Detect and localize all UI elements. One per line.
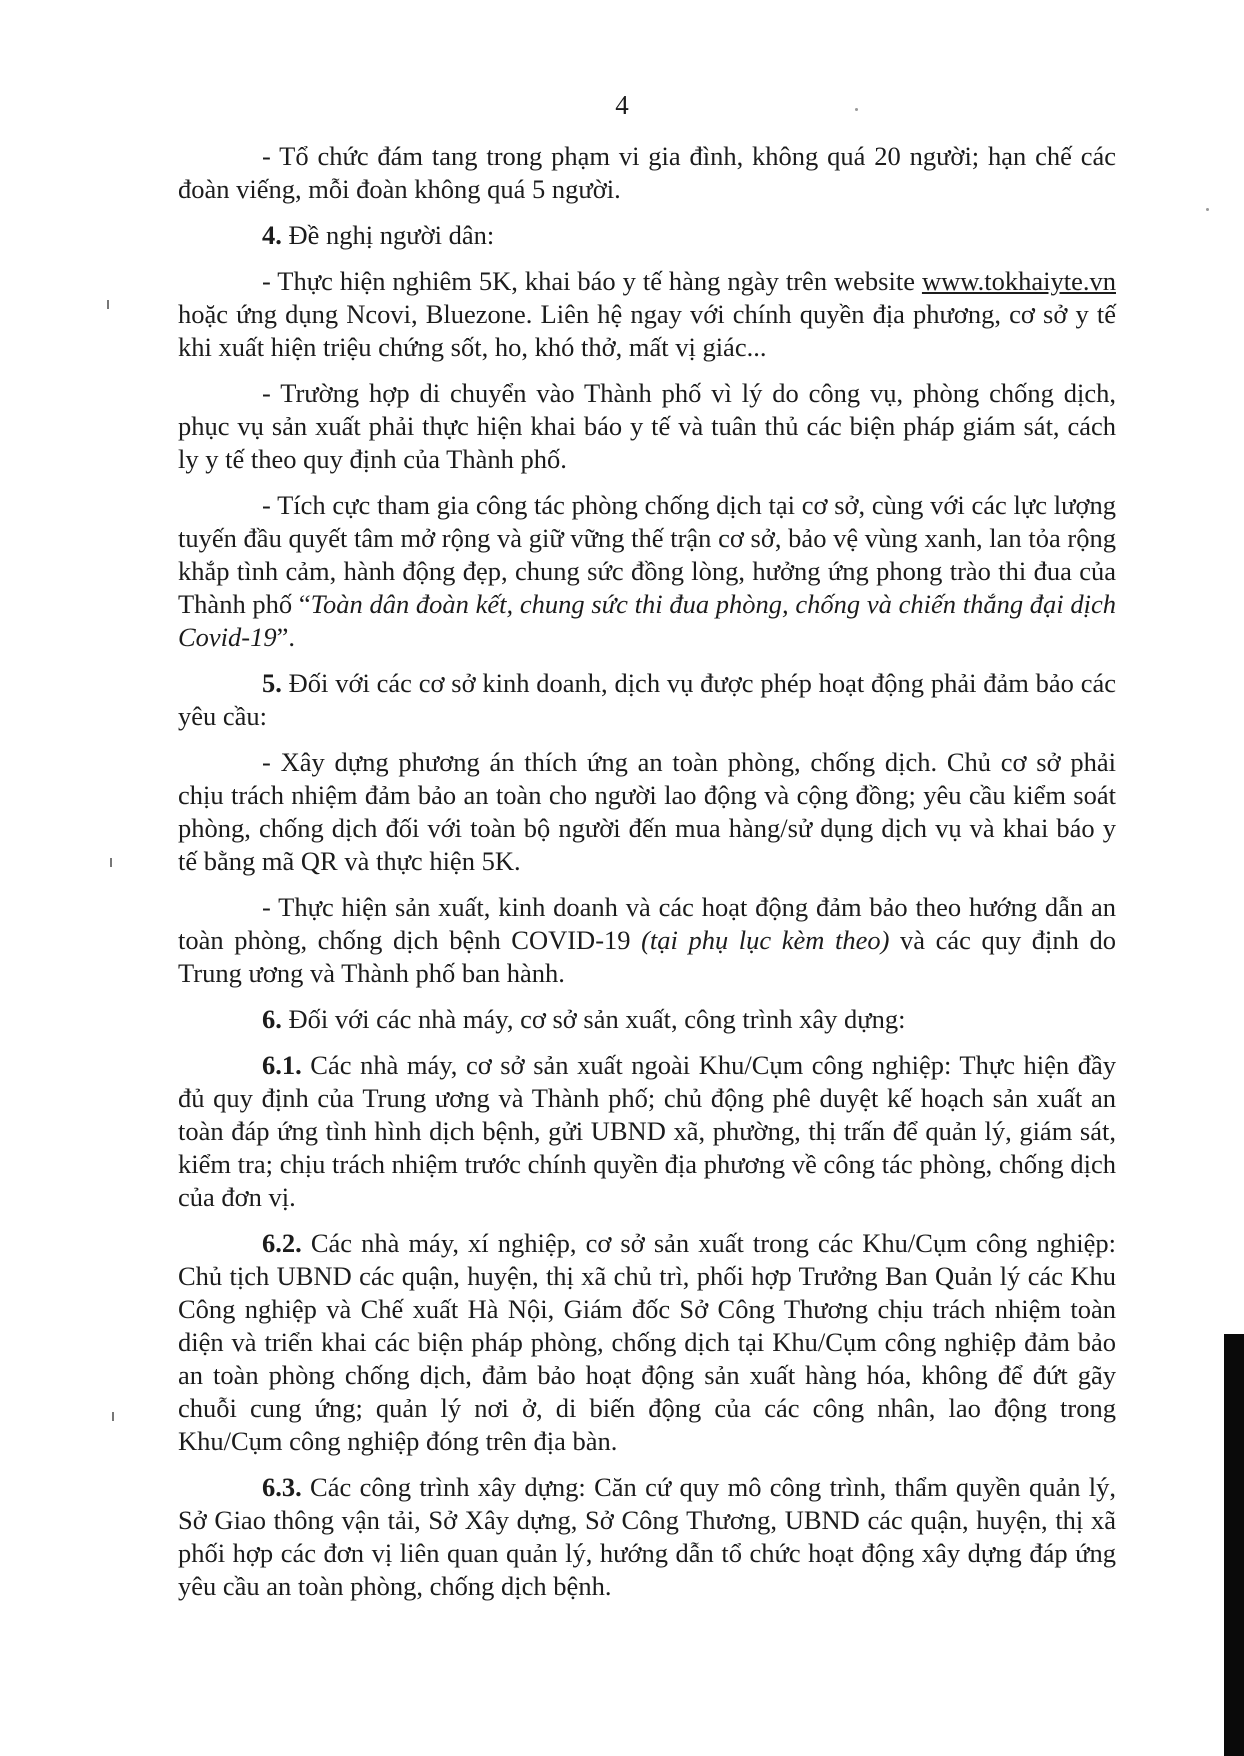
website-link[interactable]: www.tokhaiyte.vn [921,266,1116,296]
paragraph-text: - Thực hiện nghiêm 5K, khai báo y tế hàng ngày trên website [262,266,922,296]
paragraph-text: - Thực hiện sản xuất, kinh doanh và các hoạt động đảm bảo theo hướng dẫn an toàn phòng, chống dịch bệnh COVID-19 [178,892,1116,955]
paragraph-text: - Tổ chức đám tang trong phạm vi gia đình, không quá 20 người; hạn chế các đoàn viếng, mỗi đoàn không quá 5 người. [178,141,1116,204]
paragraph-health-declaration [178,265,1116,364]
section-6-heading [178,1003,1116,1036]
section-6-1 [178,1049,1116,1214]
paragraph-travel [178,377,1116,476]
paragraph-participation [178,489,1116,654]
paragraph-funeral [178,140,1116,206]
paragraph-text: - Trường hợp di chuyển vào Thành phố vì lý do công vụ, phòng chống dịch, phục vụ sản xuất phải thực hiện khai báo y tế và tuân thủ các biện pháp giám sát, cách ly y tế theo quy định của Thành phố. [178,378,1116,474]
scan-dot [1206,208,1209,211]
scan-mark [107,300,109,309]
section-number: 6.3. [262,1472,302,1502]
paragraph-text: Các công trình xây dựng: Căn cứ quy mô công trình, thẩm quyền quản lý, Sở Giao thông vận tải, Sở Xây dựng, Sở Công Thương, UBND các quận, huyện, thị xã phối hợp các đơn vị liên quan quản lý, hướng dẫn tổ chức hoạt động xây dựng đáp ứng yêu cầu an toàn phòng, chống dịch bệnh. [178,1472,1116,1601]
paragraph-text: Đối với các nhà máy, cơ sở sản xuất, công trình xây dựng: [281,1004,906,1034]
paragraph-text: Đề nghị người dân: [281,220,495,250]
section-number: 6. [262,1004,282,1034]
paragraph-text: Các nhà máy, xí nghiệp, cơ sở sản xuất trong các Khu/Cụm công nghiệp: Chủ tịch UBND các quận, huyện, thị xã chủ trì, phối hợp Trưởng Ban Quản lý các Khu Công nghiệp và Chế xuất Hà Nội, Giám đốc Sở Công Thương chịu trách nhiệm toàn diện và triển khai các biện pháp phòng, chống dịch tại Khu/Cụm công nghiệp đảm bảo an toàn phòng chống dịch, đảm bảo hoạt động sản xuất hàng hóa, không để đứt gãy chuỗi cung ứng; quản lý nơi ở, di biến động của các công nhân, lao động trong Khu/Cụm công nghiệp đóng trên địa bàn. [178,1228,1116,1456]
paragraph-text: và các quy định do Trung ương và Thành phố ban hành. [178,925,1116,988]
scan-mark [112,1412,114,1421]
section-6-2 [178,1227,1116,1458]
section-4-heading [178,219,1116,252]
scan-mark [110,858,112,867]
appendix-note: (tại phụ lục kèm theo) [641,925,890,955]
document-body [178,140,1116,1616]
scan-edge-bar [1224,1334,1244,1756]
paragraph-text: ”. [276,622,296,652]
page-number: 4 [615,90,629,120]
paragraph-safety-plan [178,746,1116,878]
paragraph-text: Đối với các cơ sở kinh doanh, dịch vụ được phép hoạt động phải đảm bảo các yêu cầu: [178,668,1116,731]
paragraph-text: - Tích cực tham gia công tác phòng chống dịch tại cơ sở, cùng với các lực lượng tuyến đầu quyết tâm mở rộng và giữ vững thế trận cơ sở, bảo vệ vùng xanh, lan tỏa rộng khắp tình cảm, hành động đẹp, chung sức đồng lòng, hưởng ứng phong trào thi đua của Thành phố “ [178,490,1116,619]
section-number: 6.1. [262,1050,302,1080]
paragraph-operations [178,891,1116,990]
scan-dot [855,108,858,111]
campaign-slogan: Toàn dân đoàn kết, chung sức thi đua phòng, chống và chiến thắng đại dịch Covid-19 [178,589,1117,652]
paragraph-text: - Xây dựng phương án thích ứng an toàn phòng, chống dịch. Chủ cơ sở phải chịu trách nhiệm đảm bảo an toàn cho người lao động và cộng đồng; yêu cầu kiểm soát phòng, chống dịch đối với toàn bộ người đến mua hàng/sử dụng dịch vụ và khai báo y tế bằng mã QR và thực hiện 5K. [178,747,1116,876]
section-number: 6.2. [262,1228,302,1258]
paragraph-text: hoặc ứng dụng Ncovi, Bluezone. Liên hệ ngay với chính quyền địa phương, cơ sở y tế khi xuất hiện triệu chứng sốt, ho, khó thở, mất vị giác... [178,299,1116,362]
section-number: 5. [262,668,282,698]
paragraph-text: Các nhà máy, cơ sở sản xuất ngoài Khu/Cụm công nghiệp: Thực hiện đầy đủ quy định của Trung ương và Thành phố; chủ động phê duyệt kế hoạch sản xuất an toàn đáp ứng tình hình dịch bệnh, gửi UBND xã, phường, thị trấn để quản lý, giám sát, kiểm tra; chịu trách nhiệm trước chính quyền địa phương về công tác phòng, chống dịch của đơn vị. [178,1050,1116,1212]
section-5-heading [178,667,1116,733]
section-6-3 [178,1471,1116,1603]
section-number: 4. [262,220,282,250]
